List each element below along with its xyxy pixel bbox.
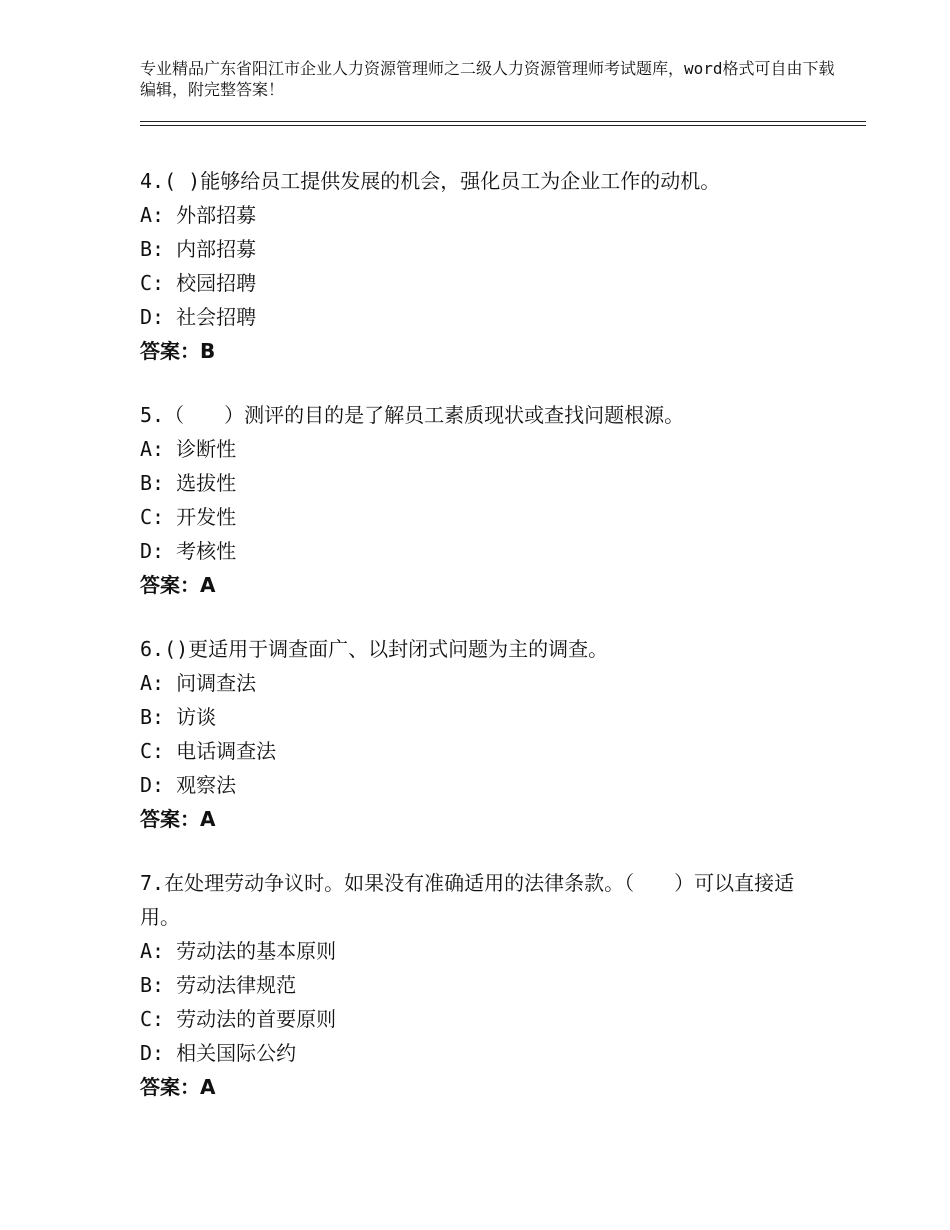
option-c: C: 校园招聘 — [140, 271, 257, 295]
option-a: A: 诊断性 — [140, 437, 237, 461]
question-4 — [140, 164, 820, 368]
option-c: C: 开发性 — [140, 505, 237, 529]
option-a: A: 外部招募 — [140, 203, 257, 227]
header-divider-top — [140, 121, 866, 122]
question-stem: 5.（ ）测评的目的是了解员工素质现状或查找问题根源。 — [140, 403, 685, 427]
option-c: C: 劳动法的首要原则 — [140, 1007, 337, 1031]
option-b: B: 内部招募 — [140, 237, 257, 261]
question-list — [140, 164, 820, 1134]
option-d: D: 社会招聘 — [140, 305, 257, 329]
answer-label: 答案：A — [140, 807, 216, 831]
question-stem: 6.()更适用于调查面广、以封闭式问题为主的调查。 — [140, 637, 609, 661]
question-7 — [140, 866, 820, 1104]
document-header: 专业精品广东省阳江市企业人力资源管理师之二级人力资源管理师考试题库，word格式可自由下载编辑，附完整答案！ — [140, 59, 835, 99]
answer-label: 答案：A — [140, 573, 216, 597]
option-b: B: 选拔性 — [140, 471, 237, 495]
option-c: C: 电话调查法 — [140, 739, 277, 763]
option-a: A: 劳动法的基本原则 — [140, 939, 337, 963]
option-a: A: 问调查法 — [140, 671, 257, 695]
answer-label: 答案：A — [140, 1075, 216, 1099]
option-d: D: 相关国际公约 — [140, 1041, 297, 1065]
question-6 — [140, 632, 820, 836]
question-stem: 4.( )能够给员工提供发展的机会，强化员工为企业工作的动机。 — [140, 169, 721, 193]
option-d: D: 观察法 — [140, 773, 237, 797]
option-b: B: 劳动法律规范 — [140, 973, 297, 997]
header-divider-bottom — [140, 125, 866, 126]
option-d: D: 考核性 — [140, 539, 237, 563]
question-stem: 7.在处理劳动争议时。如果没有准确适用的法律条款。（ ）可以直接适用。 — [140, 871, 795, 929]
answer-label: 答案：B — [140, 339, 216, 363]
question-5 — [140, 398, 820, 602]
option-b: B: 访谈 — [140, 705, 217, 729]
